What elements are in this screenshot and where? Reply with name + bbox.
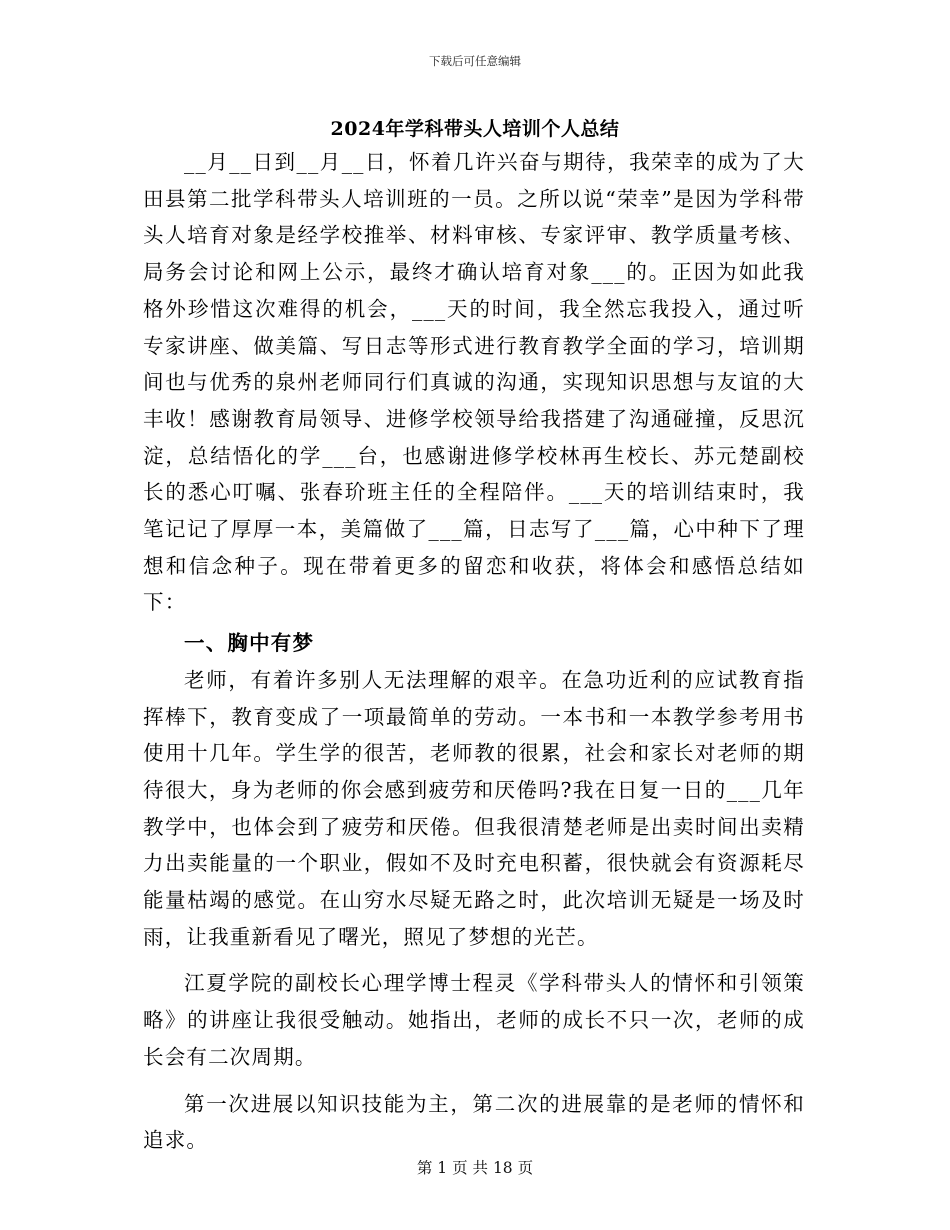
body-paragraph: 江夏学院的副校长心理学博士程灵《学科带头人的情怀和引领策略》的讲座让我很受触动。她指出，老师的成长不只一次，老师的成长会有二次周期。 xyxy=(143,971,805,1069)
body-paragraph: 老师，有着许多别人无法理解的艰辛。在急功近利的应试教育指挥棒下，教育变成了一项最简单的劳动。一本书和一本教学参考用书使用十几年。学生学的很苦，老师教的很累，社会和家长对老师的期待很大，身为老师的你会感到疲劳和厌倦吗?我在日复一日的___几年教学中，也体会到了疲劳和厌倦。但我很清楚老师是出卖时间出卖精力出卖能量的一个职业，假如不及时充电积蓄，很快就会有资源耗尽能量枯竭的感觉。在山穷水尽疑无路之时，此次培训无疑是一场及时雨，让我重新看见了曙光，照见了梦想的光芒。 xyxy=(143,667,805,949)
document-body xyxy=(143,144,805,1159)
section-heading: 一、胸中有梦 xyxy=(184,631,315,656)
document-title: 2024年学科带头人培训个人总结 xyxy=(330,118,620,140)
page-header: 下载后可任意编辑 xyxy=(429,54,521,68)
body-paragraph: 第一次进展以知识技能为主，第二次的进展靠的是老师的情怀和追求。 xyxy=(143,1091,805,1153)
intro-paragraph: __月__日到__月__日，怀着几许兴奋与期待，我荣幸的成为了大田县第二批学科带头人培训班的一员。之所以说“荣幸”是因为学科带头人培育对象是经学校推举、材料审核、专家评审、教学质量考核、局务会讨论和网上公示，最终才确认培育对象___的。正因为如此我格外珍惜这次难得的机会，___天的时间，我全然忘我投入，通过听专家讲座、做美篇、写日志等形式进行教育教学全面的学习，培训期间也与优秀的泉州老师同行们真诚的沟通，实现知识思想与友谊的大丰收！感谢教育局领导、进修学校领导给我搭建了沟通碰撞，反思沉淀，总结悟化的学___台，也感谢进修学校林再生校长、苏元楚副校长的悉心叮嘱、张春玠班主任的全程陪伴。___天的培训结束时，我笔记记了厚厚一本，美篇做了___篇，日志写了___篇，心中种下了理想和信念种子。现在带着更多的留恋和收获，将体会和感悟总结如下： xyxy=(143,150,805,615)
page-footer: 第 1 页 共 18 页 xyxy=(416,1159,534,1177)
